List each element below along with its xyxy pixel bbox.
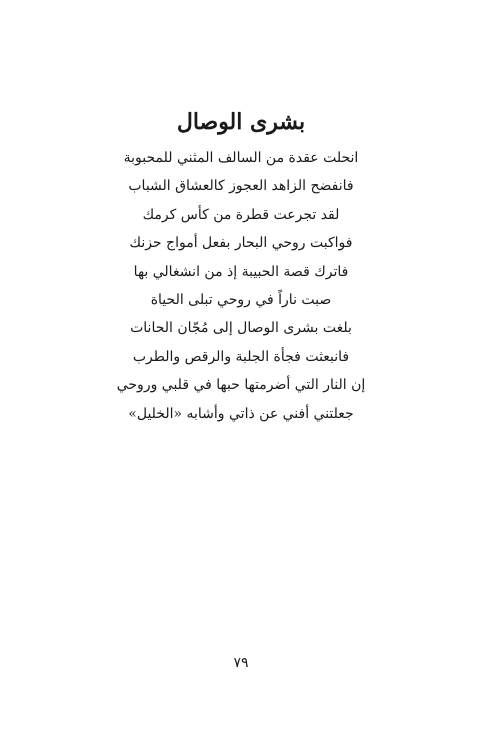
page-number: ٧٩ [233,655,249,671]
verse-line: فانفضح الزاهد العجوز كالعشاق الشباب [128,178,354,195]
poem-verses [0,144,482,428]
verse-line: لقد تجرعت قطرة من كأس كرمك [142,206,340,223]
verse-line: انحلت عقدة من السالف المثني للمحبوبة [123,150,359,166]
verse-line: فانبعثت فجأة الجلبة والرقص والطرب [132,348,350,365]
verse-line: جعلتني أفني عن ذاتي وأشابه «الخليل» [128,405,354,422]
verse-line: إن النار التي أضرمتها حبها في قلبي وروحي [116,377,366,394]
verse-line: فواكبت روحي البحار بفعل أمواج حزنك [129,235,353,252]
poem-title: بشرى الوصال [176,108,306,135]
verse-line: صبت ناراً في روحي تبلى الحياة [150,291,332,308]
verse-line: فاترك قصة الحبيبة إذ من انشغالي بها [133,263,349,280]
verse-line: بلغت بشرى الوصال إلى مُجّان الحانات [130,320,352,337]
